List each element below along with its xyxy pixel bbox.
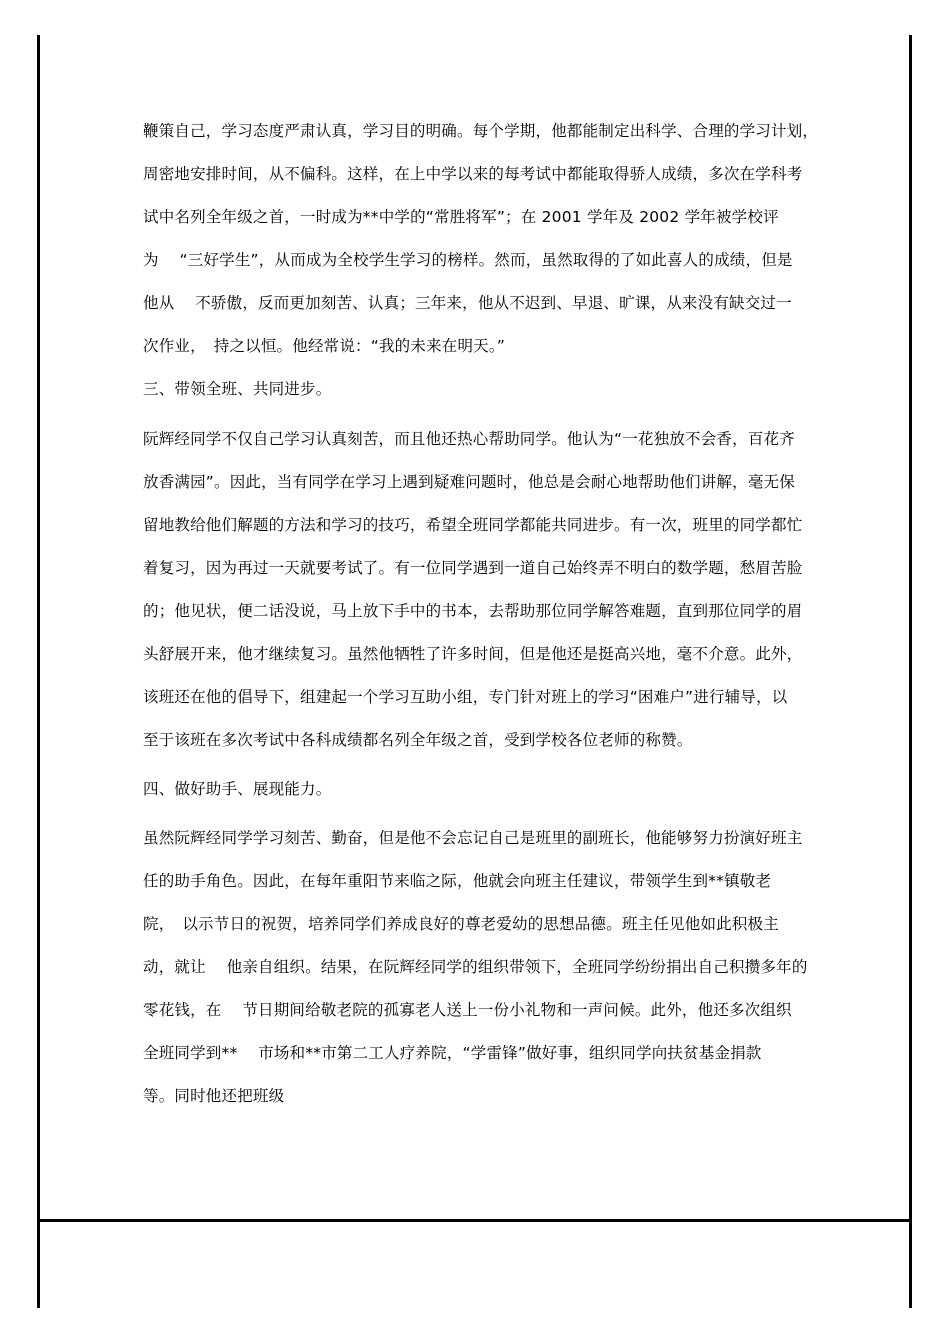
page-border-left (37, 35, 40, 1308)
page-border-right (909, 35, 912, 1308)
body-line: 试中名列全年级之首，一时成为**中学的“常胜将军”；在 2001 学年及 2002 学年被学校评 (143, 208, 779, 226)
body-line: 留地教给他们解题的方法和学习的技巧，希望全班同学都能共同进步。有一次，班里的同学都忙 (143, 516, 803, 534)
body-line: 头舒展开来，他才继续复习。虽然他牺牲了许多时间，但是他还是挺高兴地，毫不介意。此外， (143, 645, 803, 663)
section-heading: 三、带领全班、共同进步。 (143, 380, 332, 398)
body-line: 动，就让 他亲自组织。结果，在阮辉经同学的组织带领下，全班同学纷纷捐出自己积攒多年的 (143, 958, 808, 976)
body-line: 零花钱，在 节日期间给敬老院的孤寡老人送上一份小礼物和一声问候。此外，他还多次组织 (143, 1001, 792, 1019)
body-line: 放香满园”。因此，当有同学在学习上遇到疑难问题时，他总是会耐心地帮助他们讲解，毫无保 (143, 473, 795, 491)
body-line: 该班还在他的倡导下，组建起一个学习互助小组，专门针对班上的学习“困难户”进行辅导，以 (143, 688, 788, 706)
section-heading: 四、做好助手、展现能力。 (143, 780, 332, 798)
body-line: 周密地安排时间，从不偏科。这样，在上中学以来的每考试中都能取得骄人成绩，多次在学科考 (143, 165, 803, 183)
page-border-bottom (37, 1219, 912, 1222)
body-line: 阮辉经同学不仅自己学习认真刻苦，而且他还热心帮助同学。他认为“一花独放不会香，百花齐 (143, 430, 795, 448)
body-line: 院， 以示节日的祝贺，培养同学们养成良好的尊老爱幼的思想品德。班主任见他如此积极主 (143, 915, 779, 933)
body-line: 的；他见状，便二话没说，马上放下手中的书本，去帮助那位同学解答难题，直到那位同学的眉 (143, 602, 803, 620)
body-line: 次作业， 持之以恒。他经常说：“我的未来在明天。” (143, 337, 506, 355)
body-line: 全班同学到** 市场和**市第二工人疗养院，“学雷锋”做好事，组织同学向扶贫基金捐款 (143, 1044, 762, 1062)
body-line: 等。同时他还把班级 (143, 1087, 285, 1105)
body-line: 他从 不骄傲，反而更加刻苦、认真；三年来，他从不迟到、早退、旷课，从来没有缺交过一 (143, 294, 792, 312)
body-line: 虽然阮辉经同学学习刻苦、勤奋，但是他不会忘记自己是班里的副班长，他能够努力扮演好班主 (143, 829, 803, 847)
body-line: 任的助手角色。因此，在每年重阳节来临之际，他就会向班主任建议，带领学生到**镇敬老 (143, 872, 772, 890)
body-line: 为 “三好学生”，从而成为全校学生学习的榜样。然而，虽然取得的了如此喜人的成绩，但是 (143, 251, 793, 269)
body-line: 鞭策自己，学习态度严肃认真，学习目的明确。每个学期，他都能制定出科学、合理的学习计划， (143, 122, 819, 140)
body-line: 着复习，因为再过一天就要考试了。有一位同学遇到一道自己始终弄不明白的数学题，愁眉苦脸 (143, 559, 803, 577)
body-line: 至于该班在多次考试中各科成绩都名列全年级之首，受到学校各位老师的称赞。 (143, 731, 693, 749)
